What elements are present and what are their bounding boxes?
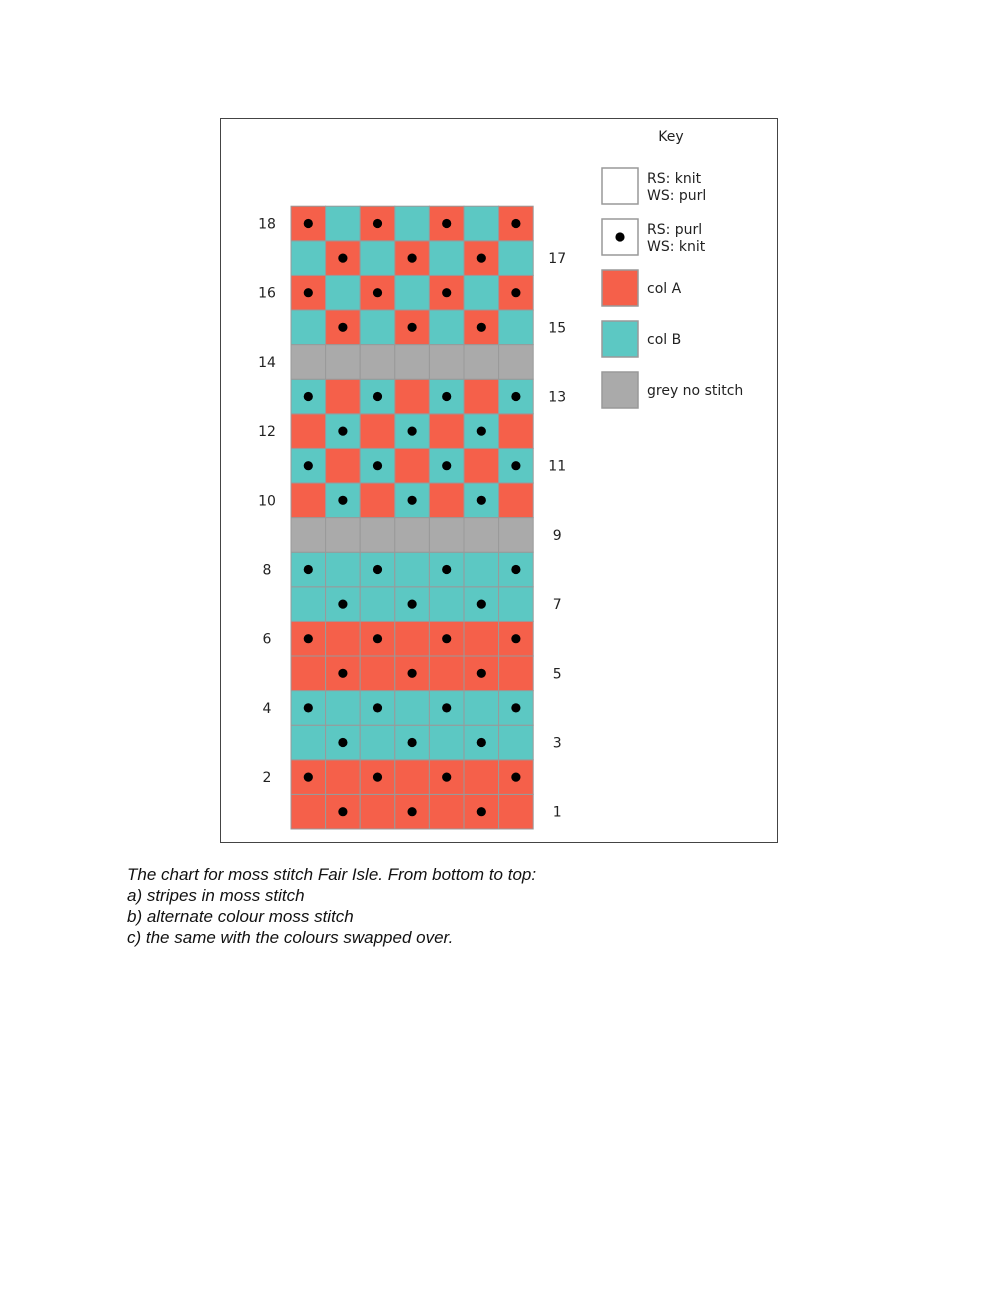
purl-dot — [304, 461, 313, 470]
row-label-2: 2 — [262, 770, 272, 787]
key-swatch-grey — [602, 372, 638, 408]
purl-dot — [442, 703, 451, 712]
row-label-13: 13 — [548, 389, 567, 406]
purl-dot — [338, 427, 347, 436]
stitch-cell — [291, 345, 326, 380]
stitch-cell — [499, 725, 534, 760]
row-label-10: 10 — [258, 493, 276, 510]
purl-dot — [511, 392, 520, 401]
purl-dot — [442, 565, 451, 574]
stitch-cell — [464, 552, 499, 587]
stitch-cell — [291, 518, 326, 553]
purl-dot — [511, 634, 520, 643]
stitch-cell — [291, 310, 326, 345]
purl-dot — [304, 703, 313, 712]
stitch-cell — [429, 587, 464, 622]
stitch-cell — [326, 206, 361, 241]
stitch-cell — [360, 483, 395, 518]
stitch-cell — [429, 345, 464, 380]
stitch-cell — [429, 794, 464, 829]
stitch-cell — [464, 206, 499, 241]
stitch-cell — [395, 552, 430, 587]
stitch-cell — [464, 448, 499, 483]
stitch-cell — [395, 691, 430, 726]
key-label-purl-1: RS: purl — [647, 222, 703, 238]
caption-line-3: b) alternate colour moss stitch — [127, 907, 354, 926]
key-title: Key — [658, 129, 684, 145]
row-label-18: 18 — [258, 216, 276, 233]
purl-dot — [338, 738, 347, 747]
purl-dot — [373, 565, 382, 574]
stitch-cell — [326, 552, 361, 587]
purl-dot — [442, 461, 451, 470]
purl-dot — [304, 288, 313, 297]
stitch-cell — [395, 448, 430, 483]
stitch-cell — [360, 345, 395, 380]
row-label-15: 15 — [548, 320, 567, 337]
stitch-cell — [464, 345, 499, 380]
stitch-cell — [499, 345, 534, 380]
purl-dot — [477, 600, 486, 609]
stitch-cell — [360, 518, 395, 553]
purl-dot — [442, 392, 451, 401]
stitch-cell — [395, 275, 430, 310]
key — [602, 129, 743, 408]
purl-dot — [511, 565, 520, 574]
stitch-cell — [429, 414, 464, 449]
caption-line-4: c) the same with the colours swapped over. — [127, 928, 454, 947]
purl-dot — [408, 669, 417, 678]
key-swatch-col-a — [602, 270, 638, 306]
key-label-knit-2: WS: purl — [647, 188, 707, 204]
stitch-cell — [360, 241, 395, 276]
purl-dot — [408, 807, 417, 816]
key-label-knit-1: RS: knit — [647, 171, 702, 187]
stitch-cell — [429, 483, 464, 518]
stitch-cell — [499, 518, 534, 553]
stitch-cell — [291, 587, 326, 622]
purl-dot — [338, 323, 347, 332]
stitch-cell — [395, 345, 430, 380]
stitch-cell — [499, 310, 534, 345]
stitch-cell — [395, 379, 430, 414]
purl-dot — [477, 807, 486, 816]
stitch-cell — [499, 656, 534, 691]
purl-dot — [338, 669, 347, 678]
purl-dot — [477, 738, 486, 747]
stitch-cell — [291, 414, 326, 449]
purl-dot — [304, 565, 313, 574]
stitch-cell — [499, 241, 534, 276]
row-label-3: 3 — [552, 735, 562, 752]
purl-dot — [304, 392, 313, 401]
purl-dot — [304, 773, 313, 782]
key-purl-dot — [615, 232, 624, 241]
row-label-9: 9 — [552, 527, 562, 544]
purl-dot — [304, 634, 313, 643]
stitch-cell — [499, 794, 534, 829]
purl-dot — [373, 634, 382, 643]
stitch-cell — [360, 725, 395, 760]
stitch-cell — [291, 241, 326, 276]
purl-dot — [373, 219, 382, 228]
stitch-cell — [360, 310, 395, 345]
purl-dot — [408, 323, 417, 332]
stitch-cell — [395, 206, 430, 241]
row-label-17: 17 — [548, 251, 567, 268]
stitch-cell — [499, 414, 534, 449]
caption-line-1: The chart for moss stitch Fair Isle. From bottom to top: — [127, 865, 537, 884]
purl-dot — [511, 461, 520, 470]
purl-dot — [442, 288, 451, 297]
key-label-purl-2: WS: knit — [647, 239, 706, 255]
row-label-4: 4 — [262, 700, 272, 717]
stitch-cell — [326, 448, 361, 483]
purl-dot — [304, 219, 313, 228]
purl-dot — [373, 461, 382, 470]
stitch-cell — [429, 518, 464, 553]
purl-dot — [408, 427, 417, 436]
stitch-cell — [360, 794, 395, 829]
purl-dot — [338, 496, 347, 505]
row-label-16: 16 — [258, 285, 276, 302]
stitch-cell — [429, 725, 464, 760]
row-label-14: 14 — [258, 354, 276, 371]
row-label-12: 12 — [258, 424, 276, 441]
caption-line-2: a) stripes in moss stitch — [127, 886, 305, 905]
stitch-cell — [464, 379, 499, 414]
stitch-cell — [499, 483, 534, 518]
purl-dot — [373, 392, 382, 401]
caption — [127, 864, 827, 948]
stitch-cell — [464, 691, 499, 726]
stitch-cell — [326, 760, 361, 795]
purl-dot — [408, 254, 417, 263]
purl-dot — [408, 496, 417, 505]
purl-dot — [477, 427, 486, 436]
purl-dot — [442, 634, 451, 643]
purl-dot — [442, 773, 451, 782]
stitch-cell — [499, 587, 534, 622]
stitch-cell — [395, 518, 430, 553]
row-label-5: 5 — [552, 666, 562, 683]
key-label-grey: grey no stitch — [647, 383, 744, 399]
purl-dot — [373, 773, 382, 782]
stitch-cell — [326, 621, 361, 656]
key-swatch-knit — [602, 168, 638, 204]
purl-dot — [511, 219, 520, 228]
purl-dot — [373, 703, 382, 712]
stitch-cell — [291, 794, 326, 829]
stitch-cell — [395, 760, 430, 795]
purl-dot — [511, 773, 520, 782]
purl-dot — [511, 288, 520, 297]
row-label-6: 6 — [262, 631, 272, 648]
stitch-cell — [326, 379, 361, 414]
purl-dot — [477, 254, 486, 263]
purl-dot — [477, 323, 486, 332]
row-label-7: 7 — [552, 597, 562, 614]
row-label-11: 11 — [548, 458, 567, 475]
stitch-cell — [326, 345, 361, 380]
purl-dot — [408, 600, 417, 609]
stitch-cell — [326, 691, 361, 726]
stitch-cell — [464, 518, 499, 553]
purl-dot — [338, 254, 347, 263]
purl-dot — [511, 703, 520, 712]
stitch-cell — [360, 587, 395, 622]
stitch-cell — [326, 518, 361, 553]
stitch-cell — [291, 656, 326, 691]
purl-dot — [477, 496, 486, 505]
knitting-chart — [221, 119, 777, 842]
key-swatch-col-b — [602, 321, 638, 357]
row-label-8: 8 — [262, 562, 272, 579]
stitch-cell — [464, 621, 499, 656]
stitch-cell — [429, 310, 464, 345]
stitch-cell — [395, 621, 430, 656]
stitch-cell — [429, 656, 464, 691]
stitch-cell — [326, 275, 361, 310]
stitch-cell — [360, 414, 395, 449]
key-label-col-a: col A — [647, 281, 682, 297]
purl-dot — [477, 669, 486, 678]
stitch-cell — [360, 656, 395, 691]
figure-frame — [220, 118, 778, 843]
purl-dot — [408, 738, 417, 747]
purl-dot — [338, 600, 347, 609]
row-label-1: 1 — [552, 804, 562, 821]
stitch-cell — [464, 275, 499, 310]
purl-dot — [373, 288, 382, 297]
stitch-cell — [291, 483, 326, 518]
purl-dot — [442, 219, 451, 228]
purl-dot — [338, 807, 347, 816]
stitch-cell — [291, 725, 326, 760]
stitch-cell — [429, 241, 464, 276]
stitch-grid — [291, 206, 533, 829]
key-label-col-b: col B — [647, 332, 682, 348]
stitch-cell — [464, 760, 499, 795]
